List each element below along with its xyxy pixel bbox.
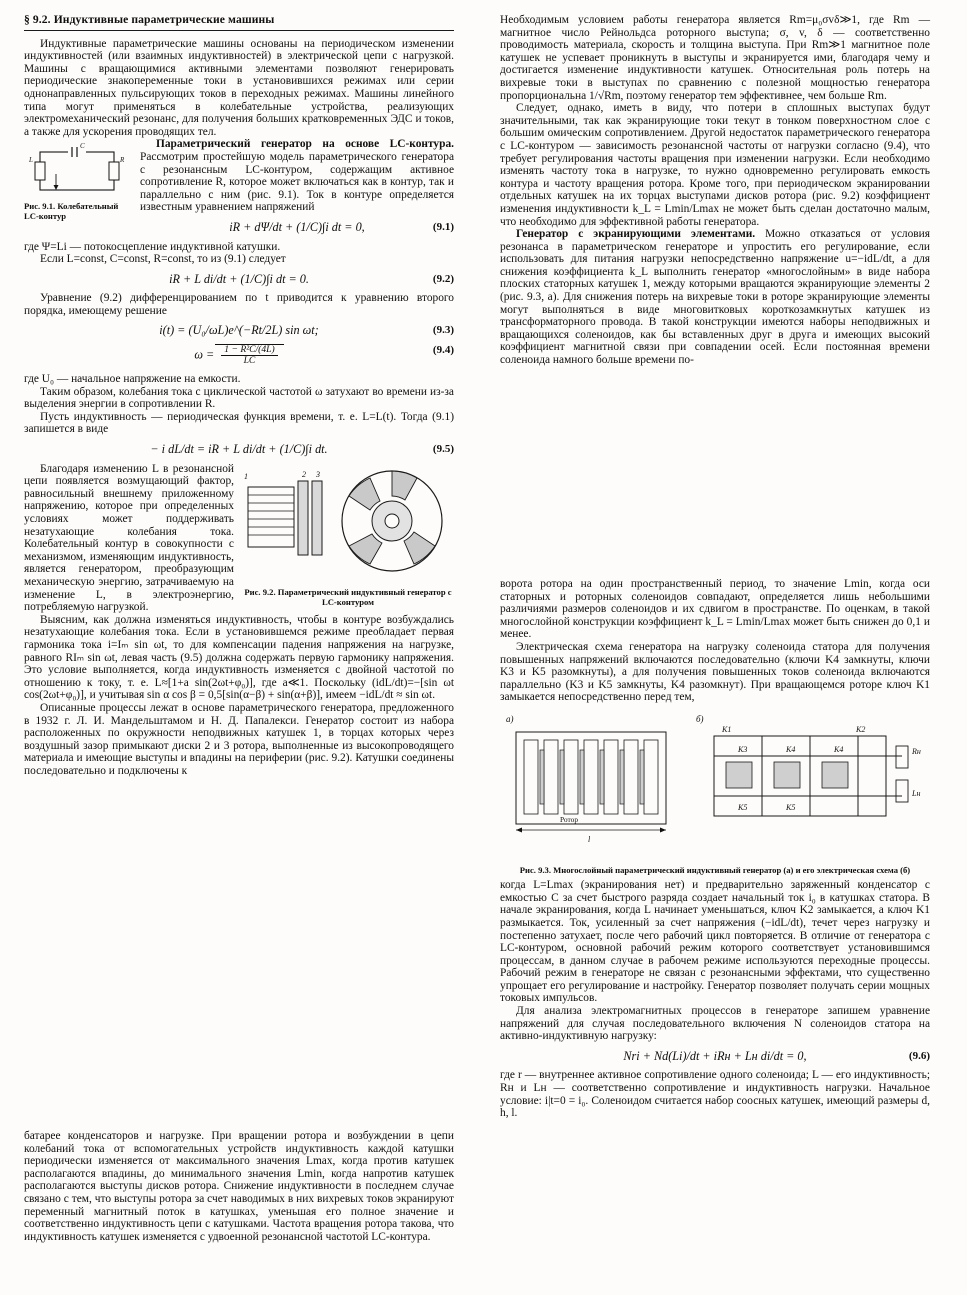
equation-body: Nri + Nd(Li)/dt + iRн + Lн di/dt = 0, [623,1048,807,1063]
subheading: Параметрический генератор на основе LC-контура. [156,138,454,151]
fraction [221,345,277,366]
svg-text:К5: К5 [786,802,796,812]
svg-text:Ротор: Ротор [560,814,579,824]
figure-9-3-drawing [500,710,930,862]
equation-9-6 [500,1050,930,1063]
paragraph: где U₀ — начальное напряжение на емкости. [24,373,241,386]
svg-text:2: 2 [302,469,306,479]
equation-number: (9.4) [432,344,454,357]
equation-body: iR + L di/dt + (1/C)∫i dt = 0. [169,271,309,286]
bottom-left-column [24,1130,454,1243]
paragraph: Электрическая схема генератора на нагрузку соленоида статора для получения повышенных напряжений включаются последовательно (ключи K4 замкнуты, ключи K3 и K5 разомкнуты), а для получения повышенных токов соленоида включаются параллельно (K3 и K5 замкнуты, K4 разомкнут). При вращающемся роторе ключ K1 замыкается непосредственно перед тем, [500,640,930,704]
paragraph: Пусть индуктивность — периодическая функция времени, т. е. L=L(t). Тогда (9.1) запишется в виде [24,410,454,436]
paragraph [500,228,930,367]
svg-text:а): а) [506,713,514,724]
paragraph: Если L=const, C=const, R=const, то из (9.1) следует [40,253,286,266]
figure-9-2 [242,465,454,608]
paragraph-text: Можно отказаться от условия резонанса в параметрическом генераторе и упростить его регулирование, если использовать для питания нагрузки непосредственно напряжение u=−idL/dt, а для снижения коэффициента k_L выполнить генератор «многослойным» в виде набора плоских статорных катушек 1, между которыми вращаются экранирующие элементы 2 (рис. 9.3, а). Для снижения потерь на вихревые токи в роторе экранирующие элементы могут выполняться в виде многовитковых короткозамкнутых катушек из трансформаторного провода. В такой конструкции имеются наборы неподвижных и вращающихся соленоидов, как бы вставленных друг в друга и имеющих высокий коэффициент магнитной связи при совпадении осей. Если постоянная времени соленоида намного больше времени по- [500,228,930,367]
svg-text:C: C [80,142,85,151]
svg-text:К3: К3 [738,744,748,754]
svg-text:1: 1 [244,471,248,481]
paragraph: ворота ротора на один пространственный период, то значение Lmin, когда оси статорных и роторных соленоидов совпадают, определяется лишь небольшими различиями размеров соленоидов и их сдвигом в пространстве. По оценкам, в такой многослойной конструкции коэффициент k_L = Lmin/Lmax может быть снижен до 0,1 и менее. [500,578,930,641]
svg-text:l: l [588,834,591,844]
equation-number: (9.2) [432,272,454,285]
equation-number: (9.3) [432,324,454,337]
section-title: Индуктивные параметрические машины [53,13,275,26]
section-number: § 9.2. [24,13,51,26]
paragraph: где Ψ=Li — потокосцепление индуктивной катушки. [24,240,281,253]
lc-circuit-svg [28,140,128,202]
equation-9-2 [24,273,454,286]
section-heading [24,14,454,31]
left-column [24,14,454,1154]
equation-body: i(t) = (U₀/ωL)e^(−Rt/2L) sin ωt; [159,323,319,338]
paragraph: Таким образом, колебания тока с циклической частотой ω затухают во времени из-за выделения энергии в сопротивлении R. [24,385,454,411]
svg-text:К5: К5 [738,802,748,812]
svg-text:Rн: Rн [912,746,921,756]
paragraph: Выясним, как должна изменяться индуктивность, чтобы в контуре возбуждались незатухающие колебания тока. Если в установившемся режиме преобладает первая гармоника тока i=Iₘ sin ωt, то для компенсации падения напряжения на нагрузке, равного RIₘ sin ωt, левая часть (9.5) должна содержать первую гармонику напряжения. Это условие выполняется, когда индуктивность изменяется с двойной частотой по отношению к току, т. е. L≈[1+a sin(2ωt+φ₀)], где a≪1. Поскольку (idL/dt)=−[sin ωt cos(2ωt+φ₀)], и учитывая sin α cos β = 0,5[sin(α−β) + sin(α+β)], имеем −idL/dt ≈ sin ωt. [24,613,454,702]
paragraph: Следует, однако, иметь в виду, что потери в сплошных выступах будут значительными, так как экранирующие токи текут в тонком поверхностном слое с большим омическим сопротивлением. Другой недостаток параметрического генератора с LC-контуром — зависимость резонансной частоты от нагрузки согласно (9.4), что требует регулирования частоты вращения при изменении нагрузки. Если необходимо изменять частоту тока в нагрузке, то нужно одновременно регулировать емкость контура и частоту вращения ротора. Кроме того, при периодическом экранировании отдельных катушек на их торцах выступами дисков ротора (рис. 9.2) коэффициент изменения индуктивности k_L = Lmin/Lmax не может быть сделан достаточно малым, что необходимо для эффективной работы генератора. [500,102,930,228]
figure-9-3-caption: Рис. 9.3. Многослойный параметрический индуктивный генератор (а) и его электрическая схема (б) [519,864,911,875]
svg-text:К1: К1 [722,724,732,734]
subheading: Генератор с экранирующими элементами. [516,228,756,241]
paragraph: где r — внутреннее активное сопротивление одного соленоида; L — его индуктивность; Rн и Lн — соответственно сопротивление и индуктивность нагрузки. Начальное условие: i|t=0 = i₀. Соленоидом считается набор соосных катушек, имеющий размеры d, h, l. [500,1069,930,1120]
svg-text:Lн: Lн [912,788,921,798]
right-column-middle [500,578,930,1120]
svg-text:б): б) [696,713,704,724]
paragraph-text: Рассмотрим простейшую модель параметрического генератора с резонансным LC-контуром, содержащим активное сопротивление R, которое может включаться как в контур, так и параллельно с ним (рис. 9.1). Ток в контуре определяется известным уравнением напряжений [140,150,454,214]
equation-lhs: ω = [194,347,215,362]
equation-9-4 [24,344,454,366]
svg-text:К4: К4 [786,744,796,754]
equation-number: (9.6) [908,1049,930,1062]
svg-text:3: 3 [316,469,320,479]
figure-9-1 [24,140,132,221]
equation-body: − i dL/dt = iR + L di/dt + (1/C)∫i dt. [150,442,328,457]
svg-text:R: R [120,156,125,165]
figure-9-1-caption: Рис. 9.1. Колебательный LC-контур [24,201,119,221]
figure-9-1-drawing [28,140,128,202]
paragraph: Для анализа электромагнитных процессов в генераторе запишем уравнение напряжений для случая последовательного включения N соленоидов статора на активно-индуктивную нагрузку: [500,1005,930,1043]
equation-9-1 [24,221,454,234]
paragraph: когда L=Lmax (экранирования нет) и предварительно заряженный конденсатор с емкостью C за счет быстрого разряда создает начальный ток i₀ в катушках статора. В начале экранирования, когда L начинает уменьшаться, ключ K2 замыкается, а ключ K1 размыкается. Ток, усиленный за счет напряжения (−idL/dt), течет через нагрузку и постепенно затухает, после чего рабочий цикл повторяется. В отличие от генератора с LC-контуром, основной рабочий режим которого соответствует установившимся процессам, в данном случае в рабочем режиме используются переходные процессы. Рабочий режим в генераторе не связан с резонансными эффектами, что существенно упрощает его регулирование и настройку. Генератор позволяет получать серии мощных токовых импульсов. [500,879,930,1005]
paragraph: Уравнение (9.2) дифференцированием по t приводится к уравнению второго порядка, имеющему решение [24,292,454,317]
equation-number: (9.5) [432,443,454,456]
paragraph: Благодаря изменению L в резонансной цепи появляется возмущающий фактор, равносильный внешнему приложенному напряжению, которое при определенных условиях может поддерживать незатухающие колебания тока. Колебательный контур в совокупности с механизмом, изменяющим индуктивность, является генератором, преобразующим механическую энергию, затрачиваемую на изменение L, в электроэнергию, потребляемую нагрузкой. [24,462,234,614]
svg-text:L: L [29,156,33,165]
figure-9-2-caption: Рис. 9.2. Параметрический индуктивный генератор с LC-контуром [244,587,452,607]
paragraph: Индуктивные параметрические машины основаны на периодическом изменении индуктивностей (или взаимных индуктивностей) в электрической цепи с нагрузкой. Машины с вращающимися активными элементами позволяют генерировать периодические знакопеременные токи в установившихся режимах или серии однонаправленных пульсирующих токов в переходных режимах. Машины линейного типа могут применяться в колебательные устройства, реализующих электромеханический резонанс, для получения больших кратковременных ЭДС и токов, а также для ускорения проводящих тел. [24,37,454,138]
svg-text:К2: К2 [856,724,866,734]
equation-number: (9.1) [432,220,454,233]
equation-9-3 [24,324,454,337]
equation-body: iR + dΨ/dt + (1/C)∫i dt = 0, [229,219,365,234]
paragraph: батарее конденсаторов и нагрузке. При вращении ротора и возбуждении в цепи колебаний тока от вспомогательных устройств индуктивность каждой катушки периодически изменяется от максимального значения Lmax, когда против катушек располагаются впадины, до минимального значения Lmin, когда напротив катушек располагаются выступы дисков ротора. Снижение индуктивности в последнем случае связано с тем, что выступы ротора за счет наводимых в них вихревых токов экранируют переменный магнитный поток в катушках, уменьшая его полное значение и соответственно индуктивность цепи с катушками. Частота вращения ротора такова, что индуктивность катушек изменяется с удвоенной резонансной частотой LC-контура. [24,1130,454,1243]
paragraph: Необходимым условием работы генератора является Rm=μ₀σvδ≫1, где Rm — магнитное число Рейнольдса роторного выступа; σ, v, δ — соответственно проводимость материала, скорость и толщина выступа. При Rm≫1 магнитное поле катушек не успевает проникнуть в выступы и экранируется ими, благодаря чему и достигается изменение индуктивности катушек. Относительная роль потерь на вихревые токи в выступах по сравнению с полезной мощностью генератора пропорциональна 1/√Rm, поэтому генератор тем эффективнее, чем больше Rm. [500,14,930,102]
fraction-numerator: 1 − R²C/(4L) [221,345,277,356]
sqrt-symbol [215,344,283,366]
figure-9-2-drawing [242,465,454,585]
figure-9-3 [500,710,930,875]
right-column [500,14,930,574]
svg-text:К4: К4 [834,744,844,754]
fraction-denominator: LC [243,355,256,367]
equation-9-5 [24,443,454,456]
paragraph: Описанные процессы лежат в основе параметрического генератора, предложенного в 1932 г. Л. И. Мандельштамом и Н. Д. Папалекси. Генератор состоит из набора расположенных по окружности неподвижных катушек 1, в торцах которых через воздушный зазор примыкают диски 2 и 3 ротора, выполненные из высокопроводящего материала и имеющие выступы и впадины на периферии (рис. 9.2). Катушки соединены последовательно и подключены к [24,701,454,777]
